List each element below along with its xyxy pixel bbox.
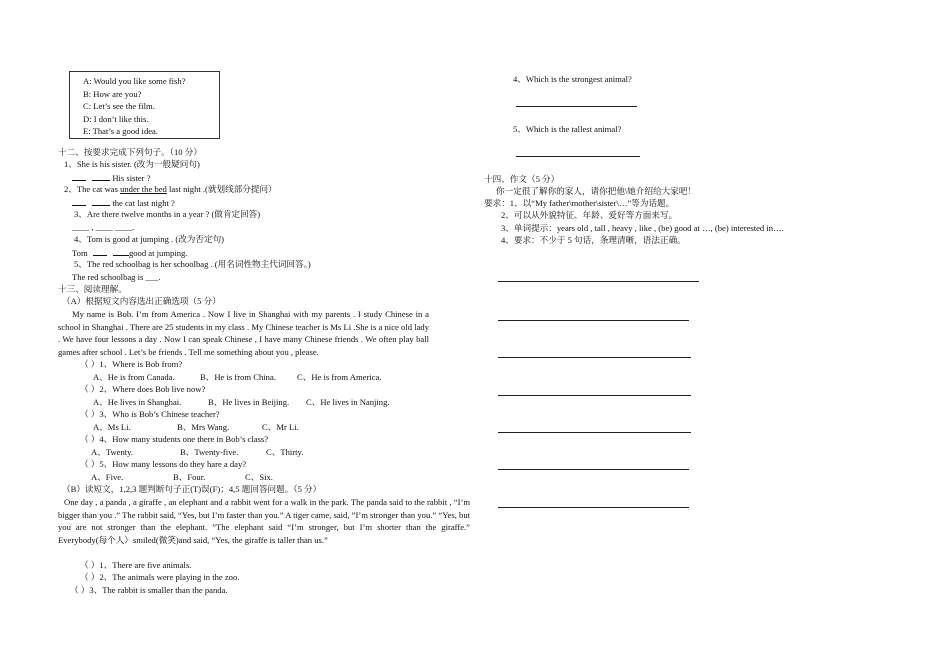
- writing-line[interactable]: [498, 432, 691, 433]
- a-q4-option-b: B、Twenty-five.: [180, 447, 239, 457]
- blank[interactable]: [72, 171, 86, 181]
- b-q1: （ ）1、There are five animals.: [80, 560, 192, 570]
- option-b: B: How are you?: [83, 88, 142, 99]
- option-a: A: Would you like some fish?: [83, 76, 186, 86]
- section-12-title: 十二、按要求完成下列句子。（10 分）: [58, 147, 202, 157]
- a-q4: （ ）4、How many students one there in Bob’s class?: [80, 434, 269, 444]
- blank[interactable]: [93, 246, 107, 256]
- writing-line[interactable]: [498, 320, 689, 321]
- a-q2-option-c: C、He lives in Nanjing.: [306, 397, 390, 407]
- blank[interactable]: [113, 246, 129, 256]
- option-c: C: Let’s see the film.: [83, 101, 155, 111]
- blank[interactable]: [92, 171, 110, 181]
- writing-line[interactable]: [498, 469, 689, 470]
- s12-q5-answer: The red schoolbag is ___.: [72, 272, 161, 282]
- composition-intro: 你一定很了解你的家人，请你把他\她介绍给大家吧！: [496, 186, 697, 196]
- s12-q4-answer: Tom good at jumping.: [72, 248, 188, 258]
- blank[interactable]: [92, 196, 110, 206]
- s12-q3-answer: ____ , ____ ____.: [72, 222, 135, 232]
- a-q3-option-c: C、Mr Li.: [262, 422, 299, 432]
- composition-req-1: 要求：1、以“My father\mother\sister\…”等为话题。: [484, 198, 675, 208]
- section-14-title: 十四、作文（5 分）: [484, 174, 560, 184]
- writing-line[interactable]: [498, 395, 691, 396]
- blank[interactable]: [72, 196, 86, 206]
- a-q1-option-c: C、He is from America.: [297, 372, 382, 382]
- a-q4-option-c: C、Thirty.: [266, 447, 304, 457]
- section-13-title: 十三、阅读理解。: [58, 284, 127, 294]
- b-q3: （ ）3、The rabbit is smaller than the panda.: [70, 585, 228, 595]
- a-q5-option-c: C、Six.: [245, 472, 273, 482]
- a-q4-option-a: A、Twenty.: [91, 447, 134, 457]
- a-q3: （ ）3、Who is Bob’s Chinese teacher?: [80, 409, 220, 419]
- a-q1-option-a: A、He is from Canada.: [93, 372, 175, 382]
- option-e: E: That’s a good idea.: [83, 126, 159, 136]
- a-q2-option-b: B、He lives in Beijing.: [208, 397, 290, 407]
- b-q2: （ ）2、The animals were playing in the zoo.: [80, 572, 240, 582]
- options-box: [69, 71, 220, 139]
- reading-b-passage: One day , a panda , a giraffe , an elephant and a rabbit went for a walk in the park. The panda said to the rabbit , “I’m bigger than you .” The rabbit said, “Yes, but I’m faster than you.” A tiger came, said, ”I’m stronger than you.” “Yes, but you are not stronger than the elephant. ”The elephant said “I’m stronger, but I’m shorter than the giraffe.” Everybody(每个人）smiled(微笑)and said, “Yes, the giraffe is taller than us.”: [58, 497, 470, 545]
- b-q5: 5、Which is the tallest animal?: [513, 124, 622, 134]
- option-d: D: I don’t like this.: [83, 113, 149, 124]
- a-q1-option-b: B、He is from China.: [200, 372, 276, 382]
- s12-q2: 2、The cat was under the bed last night .(就划线部分提问）: [64, 184, 277, 194]
- s12-q3: 3、Are there twelve months in a year ? (做肯定回答): [74, 209, 261, 219]
- a-q3-option-b: B、Mrs Wang.: [177, 422, 230, 432]
- composition-req-2: 2、可以从外貌特征、年龄、爱好等方面来写。: [501, 210, 678, 220]
- s12-q5: 5、The red schoolbag is her schoolbag . (用名词性物主代词回答。): [74, 259, 311, 269]
- writing-line[interactable]: [498, 281, 699, 282]
- answer-line[interactable]: [516, 156, 640, 157]
- a-q2-option-a: A、He lives in Shanghai.: [93, 397, 182, 407]
- composition-req-4: 4、要求：不少于 5 句话，条理清晰，语法正确。: [501, 235, 686, 245]
- writing-line[interactable]: [498, 357, 691, 358]
- s12-q1: 1、She is his sister. (改为一般疑问句): [64, 159, 200, 169]
- a-q5-option-a: A、Five.: [91, 472, 124, 482]
- s12-q2-answer: the cat last night ?: [72, 196, 175, 209]
- a-q5: （ ）5、How many lessons do they hare a day?: [80, 459, 247, 469]
- s12-q1-answer: His sister ?: [72, 171, 151, 184]
- a-q1: （ ）1、Where is Bob from?: [80, 359, 183, 369]
- writing-line[interactable]: [498, 507, 689, 508]
- a-q5-option-b: B、Four.: [173, 472, 206, 482]
- a-q3-option-a: A、Ms Li.: [93, 422, 131, 432]
- answer-line[interactable]: [516, 106, 637, 107]
- a-q2: （ ）2、Where does Bob live now?: [80, 384, 206, 394]
- reading-a-passage: My name is Bob. I’m from America . Now I live in Shanghai with my parents . I study Chinese in a school in Shanghai . There are 25 students in my class . My Chinese teacher is Ms Li .She is a nice old lady . We have four lessons a day . Now I can speak Chinese , I have many Chinese friends . We often play ball games after school . Let’s be friends . Tell me something about you , please.: [58, 309, 429, 357]
- reading-b-title: （B）读短文，1,2,3 题判断句子正(T)误(F)；4,5 题回答问题。（5 分）: [62, 484, 322, 494]
- composition-req-3: 3、单词提示：years old , tall , heavy , like , (be) good at …, (be) interested in….: [501, 223, 784, 233]
- b-q4: 4、Which is the strongest animal?: [513, 74, 632, 84]
- s12-q4: 4、Tom is good at jumping . (改为否定句): [74, 234, 225, 244]
- reading-a-title: （A）根据短文内容选出正确选项（5 分）: [62, 296, 221, 306]
